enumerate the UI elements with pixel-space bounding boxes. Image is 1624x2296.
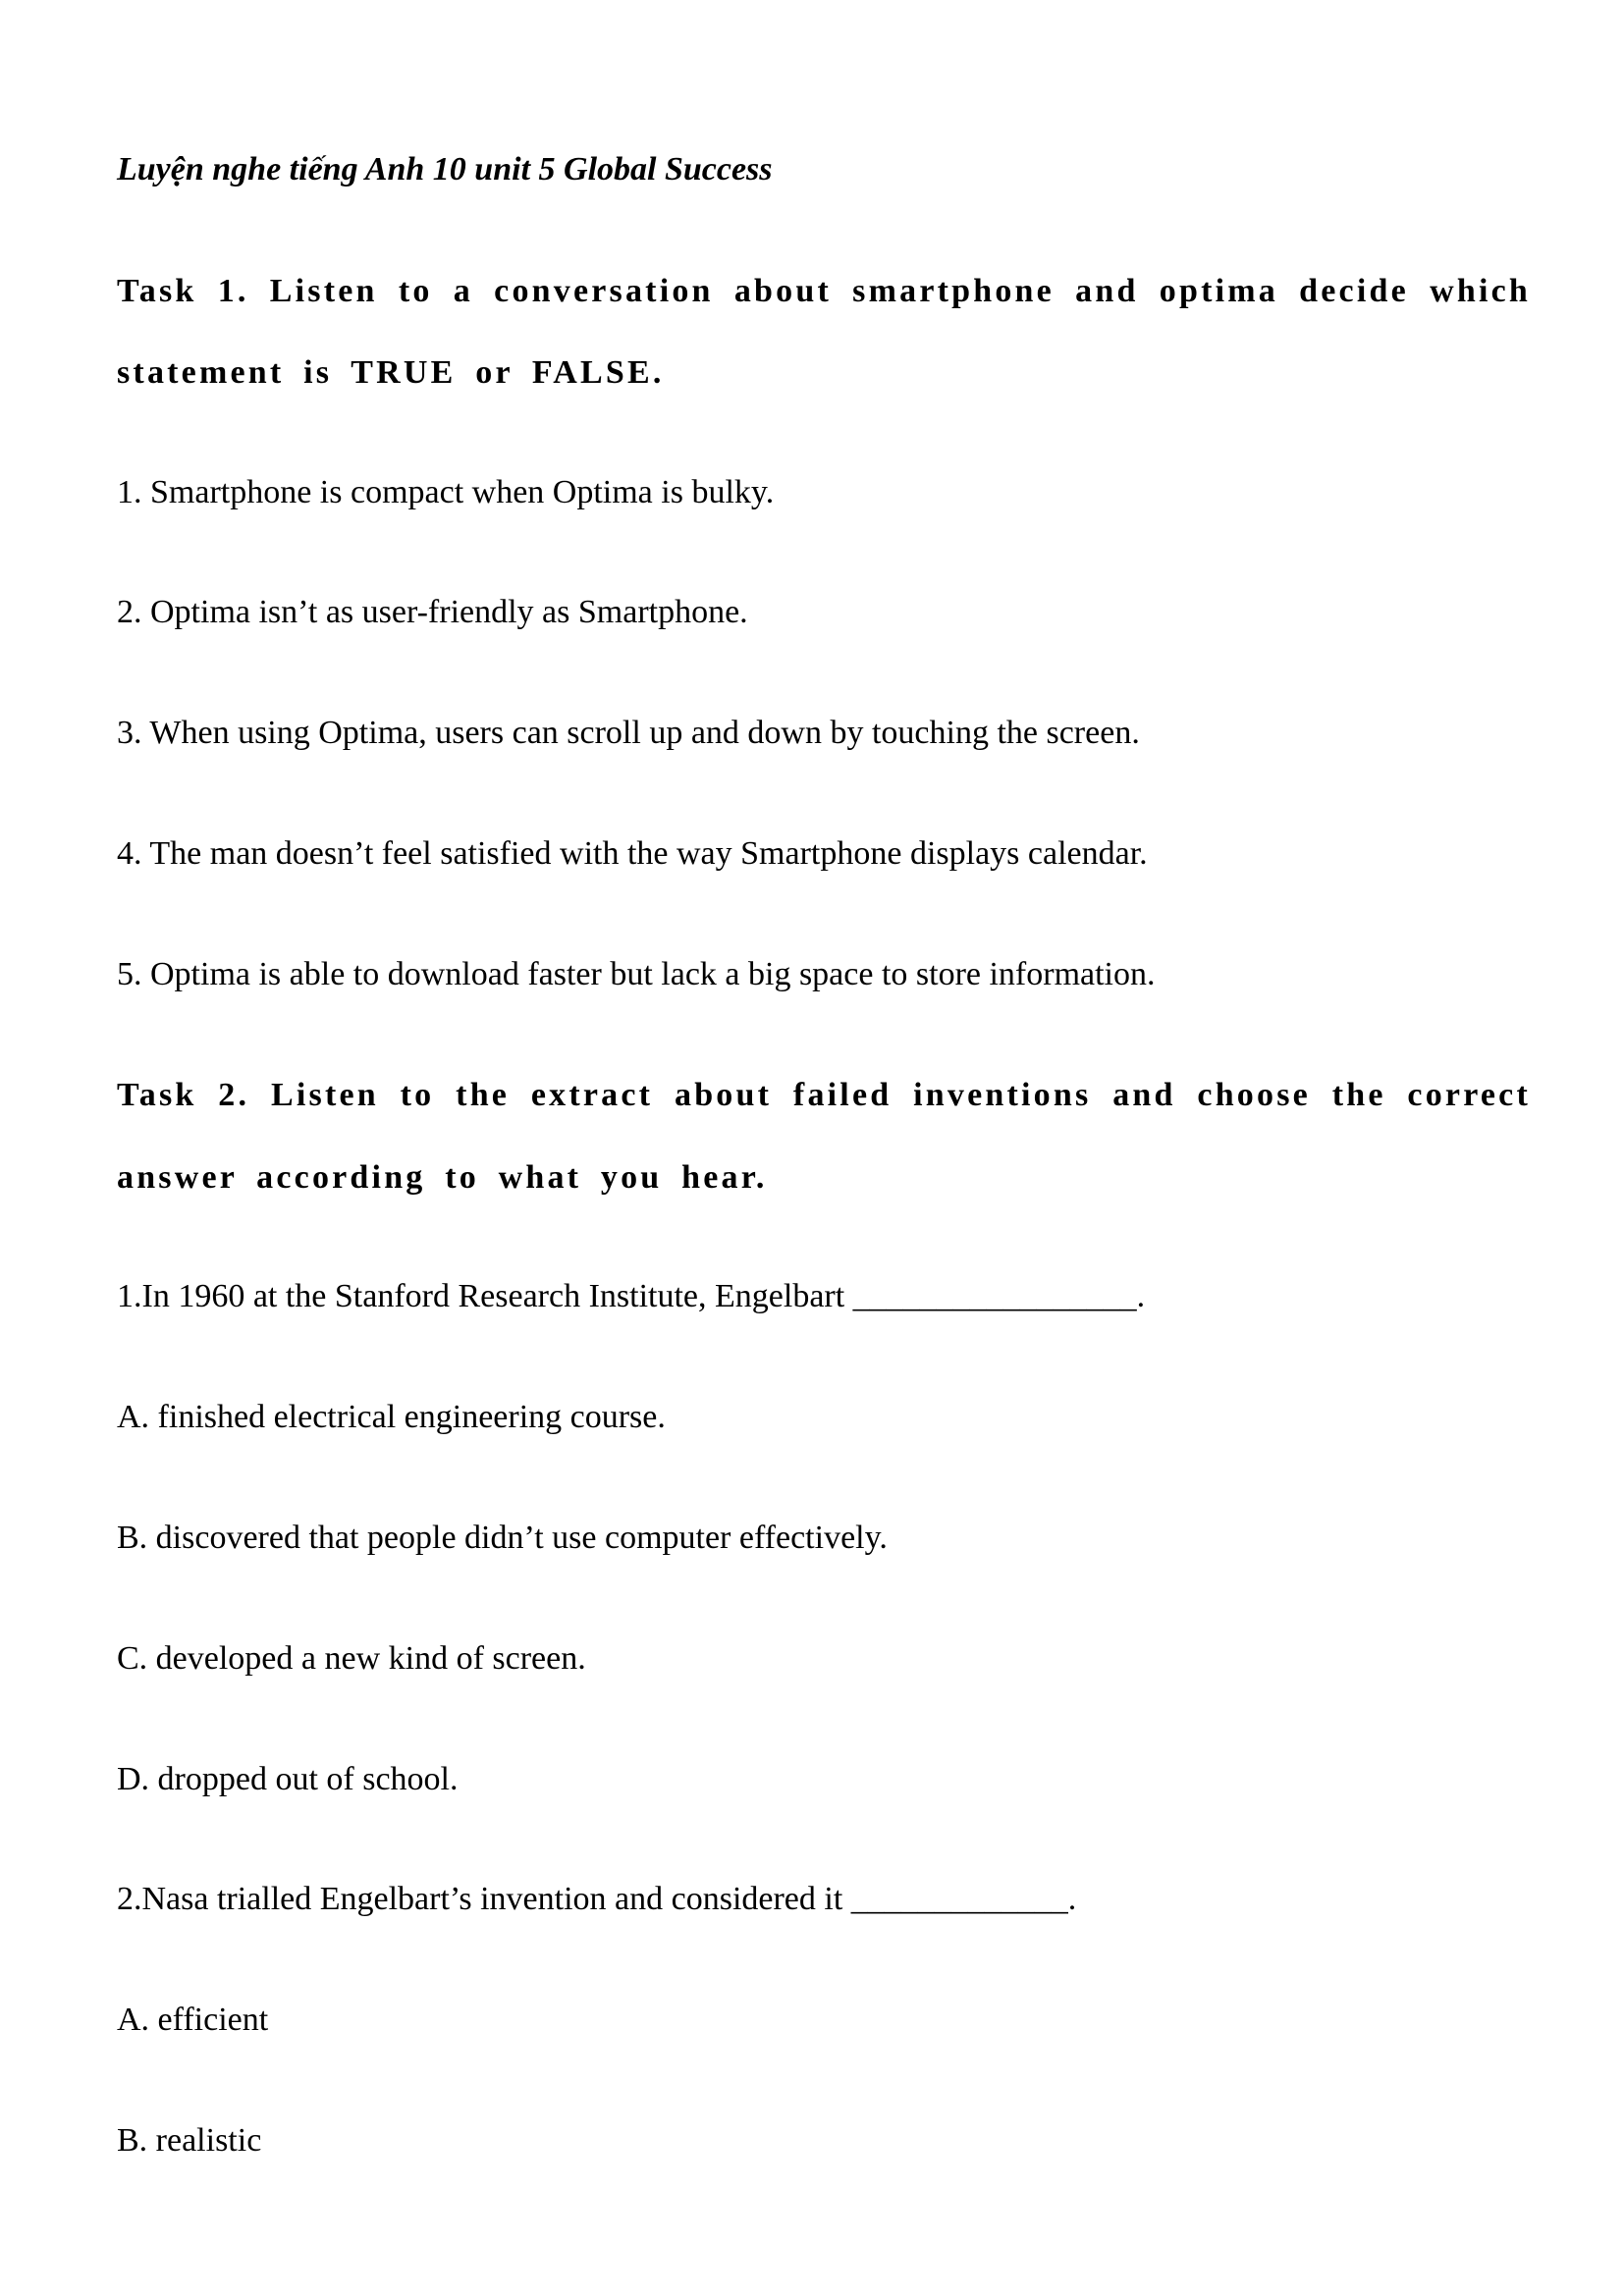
answer-option: A. finished electrical engineering course. — [117, 1399, 666, 1435]
question-stem: 2.Nasa trialled Engelbart’s invention and considered it _____________. — [117, 1881, 1077, 1917]
task1-heading-line1: Task 1. Listen to a conversation about smartphone and optima decide which — [117, 273, 1531, 309]
task1-statement: 1. Smartphone is compact when Optima is bulky. — [117, 474, 775, 510]
answer-option: B. discovered that people didn’t use computer effectively. — [117, 1520, 888, 1556]
task2-heading-line2: answer according to what you hear. — [117, 1159, 768, 1196]
document-title: Luyện nghe tiếng Anh 10 unit 5 Global Success — [117, 151, 773, 187]
task1-statement: 2. Optima isn’t as user-friendly as Smartphone. — [117, 594, 748, 630]
answer-option: D. dropped out of school. — [117, 1761, 459, 1797]
answer-option: A. efficient — [117, 2002, 269, 2038]
task1-statement: 3. When using Optima, users can scroll up and down by touching the screen. — [117, 715, 1140, 751]
answer-option: C. developed a new kind of screen. — [117, 1640, 586, 1677]
task1-heading-line2: statement is TRUE or FALSE. — [117, 354, 665, 391]
task1-statement: 5. Optima is able to download faster but lack a big space to store information. — [117, 956, 1156, 992]
answer-option: B. realistic — [117, 2122, 262, 2159]
task2-heading-line1: Task 2. Listen to the extract about failed inventions and choose the correct — [117, 1077, 1531, 1113]
task1-statement: 4. The man doesn’t feel satisfied with the way Smartphone displays calendar. — [117, 835, 1148, 872]
question-stem: 1.In 1960 at the Stanford Research Institute, Engelbart _________________. — [117, 1278, 1146, 1314]
